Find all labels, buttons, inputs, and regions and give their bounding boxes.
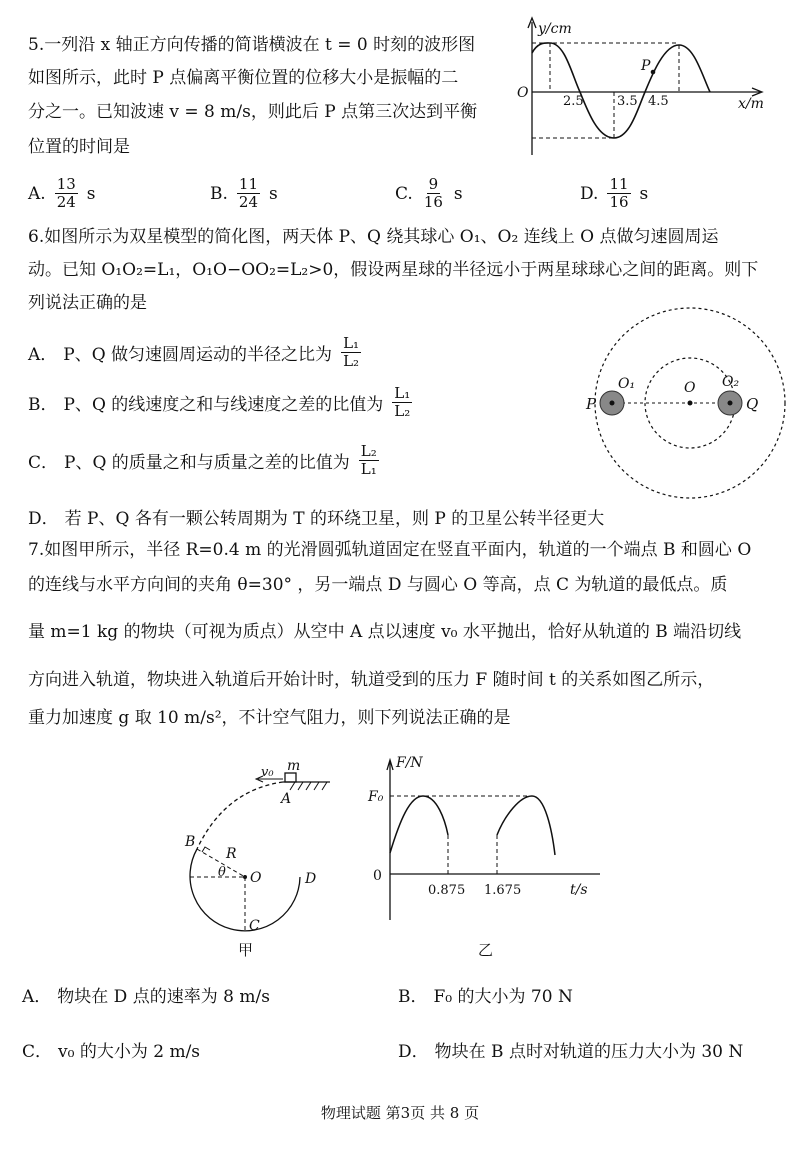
option-label: A．: [28, 345, 58, 365]
q6-line-1: 6.如图所示为双星模型的简化图，两天体 P、Q 绕其球心 O₁、O₂ 连线上 O 点做匀速圆周运: [28, 227, 719, 247]
option-text: P、Q 的线速度之和与线速度之差的比值为: [63, 395, 384, 415]
numerator: 11: [609, 175, 629, 193]
label-theta: θ: [218, 865, 226, 880]
option-label: C.: [395, 183, 413, 204]
q7-line-5: 重力加速度 g 取 10 m/s²，不计空气阻力，则下列说法正确的是: [28, 708, 511, 728]
label-v0: v₀: [261, 765, 274, 780]
option-text: P、Q 做匀速圆周运动的半径之比为: [63, 345, 333, 365]
option-label: A.: [28, 183, 46, 204]
option-text: v₀ 的大小为 2 m/s: [58, 1042, 201, 1062]
q5-line-4: 位置的时间是: [28, 137, 130, 157]
option-label: C．: [28, 453, 59, 473]
caption-yi: 乙: [478, 941, 494, 959]
option-label: D．: [28, 509, 59, 529]
numerator: 9: [428, 175, 439, 193]
denominator: 24: [238, 193, 258, 211]
denominator: 24: [56, 193, 76, 211]
label-o2: O₂: [722, 374, 740, 390]
numerator: L₁: [343, 334, 360, 352]
force-curve-2: [497, 796, 555, 855]
unit: s: [639, 183, 649, 204]
option-label: B.: [210, 183, 228, 204]
q7-line-1: 7.如图甲所示，半径 R=0.4 m 的光滑圆弧轨道固定在竖直平面内，轨道的一个端点 B 和圆心 O: [28, 540, 752, 560]
numerator: 13: [56, 175, 76, 193]
x-axis-label: x/m: [738, 96, 764, 112]
denominator: 16: [609, 193, 629, 211]
option-label: B．: [28, 395, 58, 415]
q6-line-2: 动。已知 O₁O₂=L₁，O₁O−OO₂=L₂>0，假设两星球的半径远小于两星球球心之间的距离。则下: [28, 260, 759, 280]
label-c: C: [249, 918, 260, 934]
tick-0875: 0.875: [428, 883, 466, 898]
q5-line-1: 5.一列沿 x 轴正方向传播的简谐横波在 t = 0 时刻的波形图: [28, 35, 476, 55]
q7-option-a[interactable]: [22, 982, 270, 1007]
numerator: L₁: [394, 384, 411, 402]
zero-label: 0: [373, 868, 382, 884]
point-p-label: P: [641, 58, 651, 74]
numerator: L₂: [360, 442, 377, 460]
q7-option-d[interactable]: [398, 1037, 743, 1062]
numerator: 11: [238, 175, 258, 193]
tick-2.5: 2.5: [563, 94, 584, 109]
q5-line-3: 分之一。已知波速 v = 8 m/s，则此后 P 点第三次达到平衡: [28, 102, 478, 122]
option-label: A．: [22, 987, 52, 1007]
label-o: O: [250, 870, 262, 886]
q6-line-3: 列说法正确的是: [28, 293, 147, 313]
label-a: A: [281, 791, 292, 807]
t-axis-label: t/s: [570, 882, 588, 898]
f-axis-label: F/N: [396, 755, 423, 771]
q7-option-c[interactable]: [22, 1037, 200, 1062]
label-o1: O₁: [618, 376, 636, 392]
label-d: D: [305, 871, 317, 887]
label-m: m: [287, 758, 301, 774]
force-curve-1: [390, 796, 448, 853]
q5-line-2: 如图所示，此时 P 点偏离平衡位置的位移大小是振幅的二: [28, 68, 459, 88]
origin-label: O: [517, 85, 529, 101]
q7-line-3: 量 m=1 kg 的物块（可视为质点）从空中 A 点以速度 v₀ 水平抛出，恰好从轨道的 B 端沿切线: [28, 622, 742, 642]
denominator: 16: [423, 193, 443, 211]
option-text: 物块在 D 点的速率为 8 m/s: [57, 987, 270, 1007]
option-label: D.: [580, 183, 599, 204]
f0-label: F₀: [368, 789, 384, 805]
y-axis-label: y/cm: [538, 21, 572, 37]
option-text: P、Q 的质量之和与质量之差的比值为: [64, 453, 350, 473]
option-text: F₀ 的大小为 70 N: [433, 987, 573, 1007]
denominator: L₂: [394, 402, 411, 420]
option-label: C．: [22, 1042, 53, 1062]
q7-line-4: 方向进入轨道，物块进入轨道后开始计时，轨道受到的压力 F 随时间 t 的关系如图乙所示，: [28, 670, 715, 690]
page-footer: 物理试题 第3页 共 8 页: [320, 1104, 480, 1122]
tick-3.5: 3.5: [617, 94, 638, 109]
tick-1675: 1.675: [484, 883, 522, 898]
denominator: L₁: [360, 460, 377, 478]
q7-line-2: 的连线与水平方向间的夹角 θ=30° ，另一端点 D 与圆心 O 等高，点 C 为轨道的最低点。质: [28, 575, 728, 595]
label-p: P: [586, 395, 597, 413]
denominator: L₂: [343, 352, 360, 370]
q7-option-b[interactable]: [398, 982, 573, 1007]
unit: s: [269, 183, 278, 204]
caption-jia: 甲: [238, 941, 254, 959]
unit: s: [453, 183, 463, 204]
label-q: Q: [746, 395, 759, 413]
option-label: B．: [398, 987, 428, 1007]
option-text: 若 P、Q 各有一颗公转周期为 T 的环绕卫星，则 P 的卫星公转半径更大: [64, 509, 605, 529]
label-r: R: [226, 846, 237, 862]
label-o: O: [684, 380, 696, 396]
option-label: D．: [398, 1042, 429, 1062]
unit: s: [86, 183, 96, 204]
tick-4.5: 4.5: [648, 94, 669, 109]
option-text: 物块在 B 点时对轨道的压力大小为 30 N: [434, 1042, 744, 1062]
label-b: B: [185, 834, 196, 850]
